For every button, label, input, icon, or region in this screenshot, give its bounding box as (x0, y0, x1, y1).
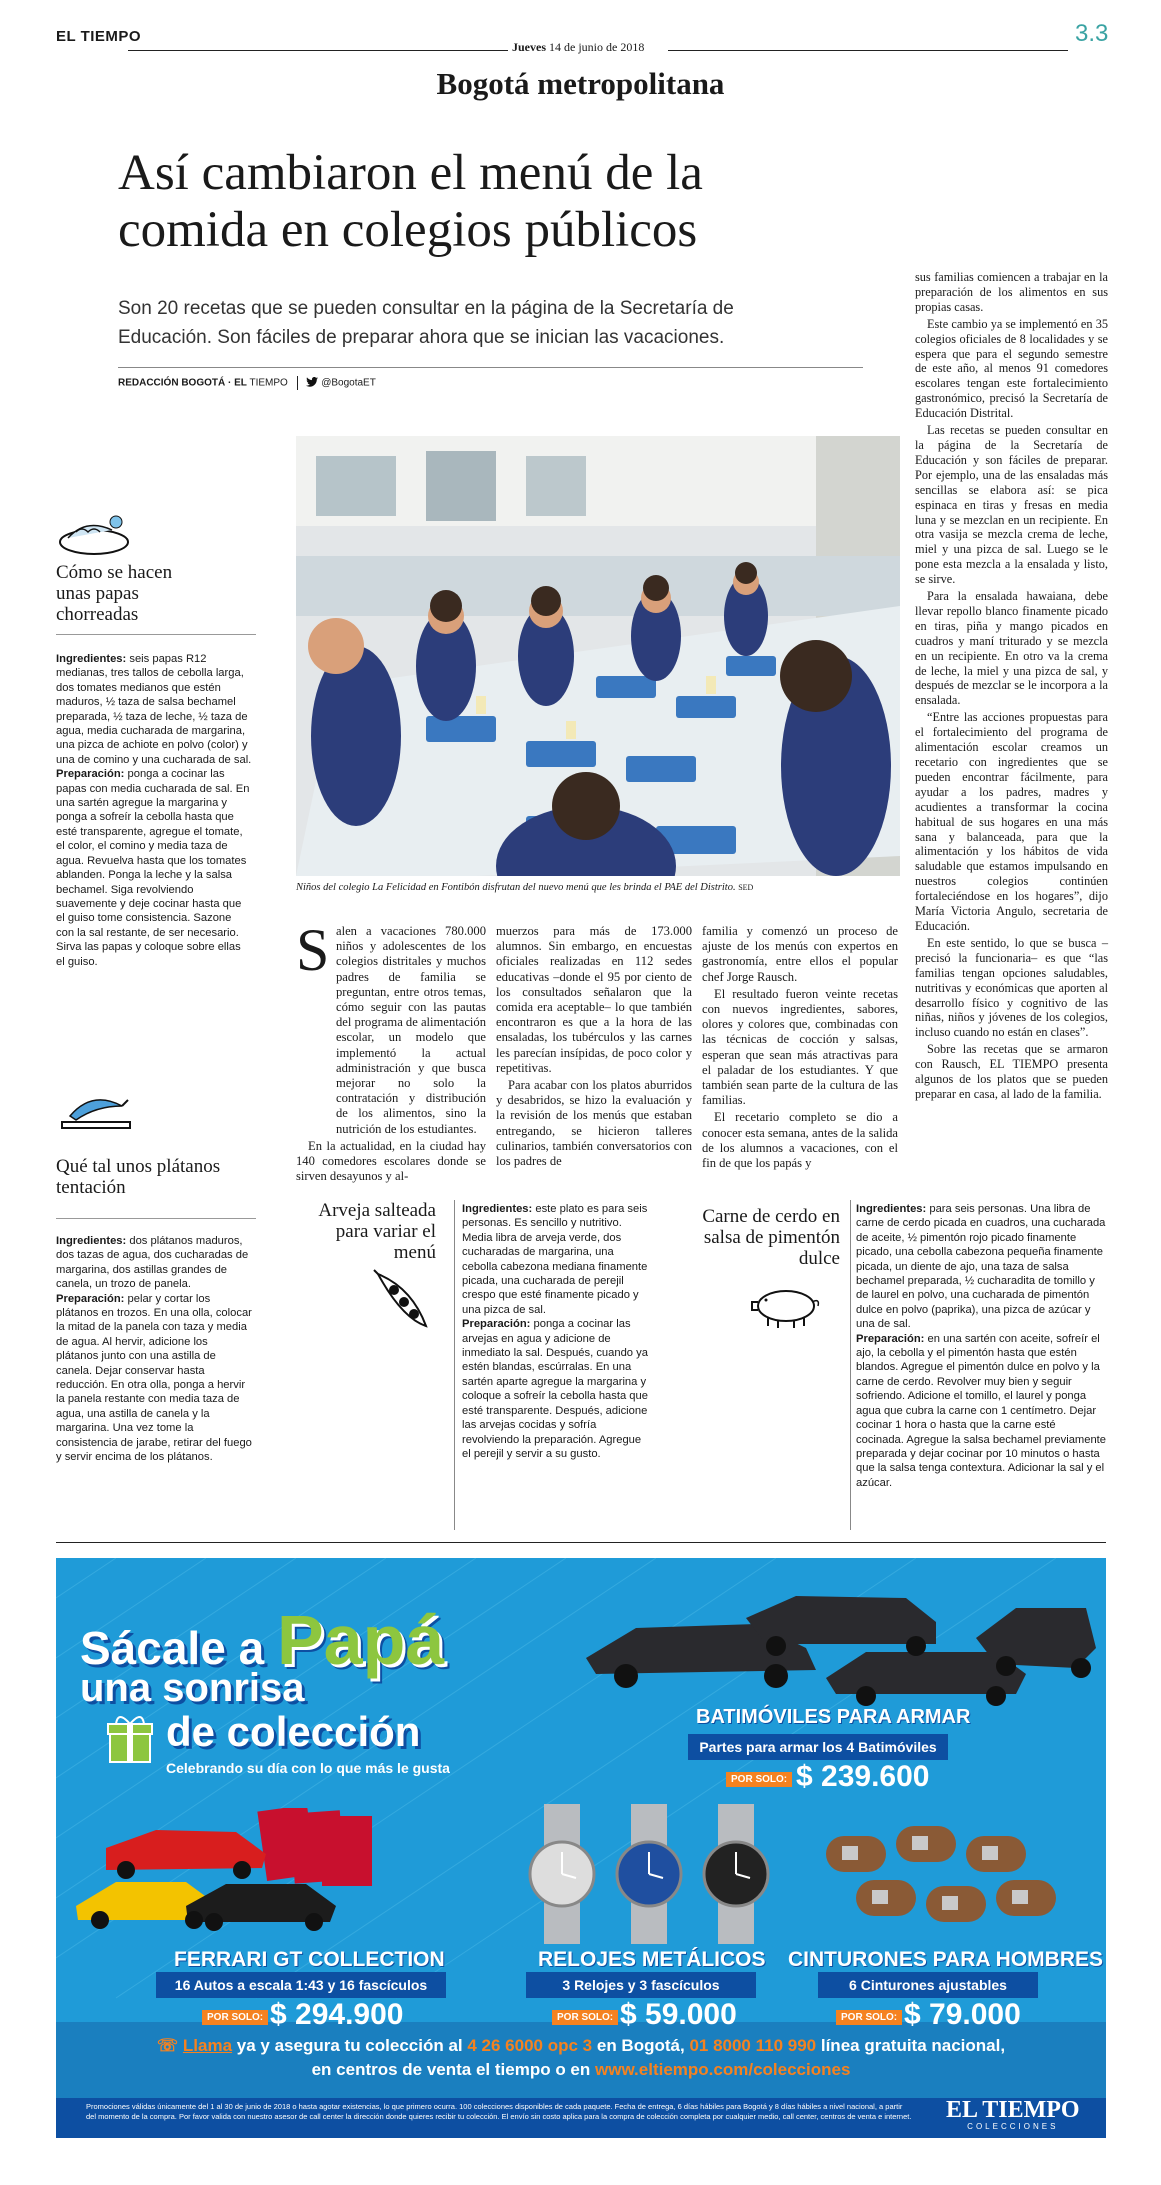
deck-rule (118, 367, 863, 368)
page-number-b: 3 (1095, 20, 1109, 47)
cinturones-price-prefix: POR SOLO: (836, 2010, 902, 2025)
paragraph: Las recetas se pueden consultar en la página de la Secretaría de Educación y son fáciles de preparar. Por ejemplo, una de las ensaladas más sencillas se elabora así: se pica espinaca en tiras y fresas en media luna y se mezclan en un recipiente. En otra vasija se mezcla crema de leche, miel y una pizca de sal. Luego se le pone esta mezcla a la ensalada y listo, se sirve. (915, 423, 1108, 587)
page-number (1075, 20, 1108, 48)
paragraph: Para la ensalada hawaiana, debe llevar repollo blanco finamente picado en tiras, piña y mango picados en cuadros y maní triturado y se mezcla en un recipiente. En otro va la crema de leche, la miel y una pizca de sal, y después de mezclar se le incorpora a la ensalada. (915, 589, 1108, 708)
ingredients-label: Ingredientes: (856, 1203, 927, 1215)
deck-line-1: Son 20 recetas que se pueden consultar en la página de la Secretaría de (118, 298, 734, 319)
header-rule-right (668, 50, 1068, 51)
platanos-title: Qué tal unos plátanos tentación (56, 1156, 221, 1198)
cerdo-ingredients: para seis personas. Una libra de carne de cerdo picada en cuadros, una cucharada de aceite, ½ pimentón rojo picado finamente picado, una cebolla cabezona pequeña finamente picada, un diente de ajo, una taza de salsa bechamel preparada, ½ cucharadita de tomillo y de laurel en polvo, una cucharada de pimentón dulce en polvo (paprika), una pizca de azúcar y una de sal. (856, 1203, 1106, 1331)
ad-headline-papa: Papá (276, 1601, 445, 1679)
section-title: Bogotá metropolitana (436, 66, 725, 101)
arveja-recipe (462, 1202, 648, 1461)
belts-image (816, 1816, 1086, 1941)
platanos-recipe (56, 1234, 252, 1465)
paragraph: El resultado fueron veinte recetas con nuevos ingredientes, sabores, olores y colores que, combinadas con las técnicas de cocción y salsas, esperan que sean más atractivas para el paladar de los estudiantes. Y que también sean parte de la cultura de las familias. (702, 986, 898, 1108)
preparation-label: Preparación: (56, 1292, 125, 1305)
batimoviles-title: BATIMÓVILES PARA ARMAR (696, 1706, 971, 1728)
advertisement[interactable] (56, 1558, 1106, 2138)
cinturones-title: CINTURONES PARA HOMBRES (788, 1948, 1104, 1971)
deck (118, 294, 734, 352)
paragraph: alen a vacaciones 780.000 niños y adolescentes de los colegios distritales y muchos padres de familia se preguntan, entre otros temas, cómo seguir con las pautas del programa de alimentación escolar, un modelo que implementó la actual administración y que busca mejorar no solo la contratación y distribución de los alimentos, sino la nutrición de los estudiantes. (336, 924, 487, 1136)
byline (118, 376, 376, 390)
cerdo-recipe (856, 1202, 1106, 1490)
platanos-rule (56, 1218, 256, 1219)
cerdo-preparation: en una sartén con aceite, sofreír el ajo, la cebolla y el pimentón hasta que estén blandos. Agregue el pimentón dulce en polvo y la carne de cerdo. Revolver muy bien y seguir sofriendo. Adicione el tomillo, el laurel y ponga agua que cubra la carne con 1 centímetro. Dejar cocinar 1 hora o hasta que la carne esté cocinada. Agregue la salsa bechamel previamente preparada y dejar cocinar por 10 minutos o hasta que la salsa tenga contextura. Adicionar la sal y el azúcar. (856, 1332, 1107, 1489)
ad-tagline: Celebrando su día con lo que más le gusta (166, 1760, 450, 1776)
platanos-ingredients: dos plátanos maduros, dos tazas de agua, dos cucharadas de margarina, dos astillas grandes de canela, un trozo de panela. (56, 1235, 249, 1291)
paragraph: En este sentido, lo que se busca –precisó la funcionaria– es que “las familias tengan opciones saludables, nutritivas y económicas que aporten al desarrollo físico y cognitivo de las niñas, niños y jóvenes de los colegios, incluso cuando no están en clases”. (915, 935, 1108, 1040)
ad-brand-logo: EL TIEMPO COLECCIONES (946, 2097, 1080, 2131)
photo-caption (296, 882, 900, 893)
relojes-price: $ 59.000 (620, 1998, 737, 2031)
batimoviles-sub: Partes para armar los 4 Batimóviles (688, 1734, 948, 1760)
arveja-divider (454, 1200, 455, 1530)
date-day: Jueves (512, 40, 546, 54)
papas-title: Cómo se hacen unas papas chorreadas (56, 562, 173, 625)
banana-icon (56, 1086, 136, 1141)
arveja-preparation: ponga a cocinar las arvejas en agua y adicione de inmediato la sal. Después, cuando ya estén blandas, escúrralas. En una sartén aparte agregue la margarina y coloque a sofreír la cebolla hasta que esté transparente. Después, adicione las arvejas cocidas y sofría revolviendo la preparación. Agregue el perejil y servir a su gusto. (462, 1318, 648, 1460)
caption-credit: SED (738, 883, 754, 892)
preparation-label: Preparación: (56, 768, 125, 781)
arveja-ingredients: este plato es para seis personas. Es sencillo y nutritivo. Media libra de arveja verde, dos cucharadas de margarina, una cebolla cabezona mediana finamente picada, una cucharada de perejil crespo que esté finamente picado y una pizca de sal. (462, 1203, 648, 1316)
cinturones-price: $ 79.000 (904, 1998, 1021, 2031)
paragraph: Para acabar con los platos aburridos y desabridos, se hizo la evaluación y la revisión de los menús que estaban entregando, se hicieron talleres culinarios, también conversatorios con los padres de (496, 1078, 692, 1169)
batimoviles-price: $ 239.600 (796, 1760, 930, 1793)
ferrari-sub: 16 Autos a escala 1:43 y 16 fascículos (156, 1972, 446, 1998)
article-column-4 (915, 270, 1108, 1104)
drop-cap: S (296, 917, 330, 983)
headline (118, 145, 703, 259)
headline-line-2: comida en colegios públicos (118, 202, 698, 258)
papas-rule (56, 634, 256, 635)
page-number-a: 3. (1075, 20, 1096, 47)
paragraph: “Entre las acciones propuestas para el fortalecimiento del programa de alimentación escolar creamos un recetario con ingredientes que se pueden encontrar fácilmente, para ayudar a los padres, madres y acudientes a transformar la cocina habitual de sus hogares en una más sana y balanceada, para que la alimentación y los hábitos de vida saludable que estamos impulsando en nuestros colegios continúen fortaleciéndose en los hogares”, dijo María Victoria Angulo, secretaria de Educación. (915, 710, 1108, 933)
relojes-sub: 3 Relojes y 3 fascículos (526, 1972, 756, 1998)
ad-call-line-1: ☏ Llama ya y asegura tu colección al 4 26 6000 opc 3 en Bogotá, 01 8000 110 990 línea gratuita nacional, (156, 2036, 1006, 2055)
papas-ingredients: seis papas R12 medianas, tres tallos de cebolla larga, dos tomates medianos que estén maduros, ½ taza de salsa bechamel preparada, ½ taza de leche, ½ taza de agua, media cucharada de margarina, una pizca de achiote en polvo (color) y una de comino y una cucharada de sal. (56, 653, 252, 766)
byline-paper: TIEMPO (249, 377, 288, 389)
paragraph: En la actualidad, en la ciudad hay 140 comedores escolares donde se sirven desayunos y al- (296, 1138, 486, 1184)
arveja-title: Arveja salteada para variar el menú (318, 1200, 436, 1263)
call-phone-national[interactable]: 01 8000 110 990 (689, 2036, 817, 2055)
paragraph: muerzos para más de 173.000 alumnos. Sin embargo, en encuestas oficiales realizadas en 112 sedes educativas –donde el 95 por ciento de los consultados señalaron que la comida era aceptable– lo que también encontraron es que a la hora de las ensaladas, los tubérculos y las carnes les parecían insípidas, de poco color y repetitivas. (496, 924, 692, 1075)
ad-call-line-2: en centros de venta el tiempo o en www.eltiempo.com/colecciones (311, 2060, 851, 2079)
ferrari-price: $ 294.900 (270, 1998, 404, 2031)
ad-headline-1: Sácale a Papá (80, 1601, 445, 1679)
platanos-preparation: pelar y cortar los plátanos en trozos. En una olla, colocar la mitad de la panela con taza y media de agua. Al hervir, adicione los plátanos junto con una astilla de canela. Dejar conservar hasta reducción. En otra olla, ponga a hervir la panela restante con media taza de agua, una astilla de canela y la margarina. Una vez tome la consistencia de jarabe, retirar del fuego y servir encima de los plátanos. (56, 1292, 252, 1464)
ad-fine-print: Promociones válidas únicamente del 1 al 30 de junio de 2018 o hasta agotar existencias, lo que primero ocurra. 100 colecciones disponibles de cada paquete. Fecha de entrega, 6 días hábiles para Bogotá y 8 días hábiles a nivel nacional, a partir del momento de la compra. Por favor valida con nuestro asesor de call center la dirección donde quieres recibir tu colección. El envío sin costo aplica para la compra de colección completa por cualquier medio, call center, centros de venta e internet. (86, 2102, 912, 2121)
masthead-brand: EL TIEMPO (56, 28, 142, 45)
byline-text: REDACCIÓN BOGOTÁ · EL (118, 377, 247, 389)
preparation-label: Preparación: (856, 1332, 925, 1345)
caption-text: Niños del colegio La Felicidad en Fontibón disfrutan del nuevo menú que les brinda el PAE del Distrito. (296, 882, 736, 893)
call-phone-bogota[interactable]: 4 26 6000 opc 3 (467, 2036, 593, 2055)
relojes-title: RELOJES METÁLICOS (538, 1948, 766, 1971)
relojes-price-prefix: POR SOLO: (552, 2010, 618, 2025)
cinturones-sub: 6 Cinturones ajustables (818, 1972, 1038, 1998)
date-rest: 14 de junio de 2018 (549, 40, 645, 54)
ingredients-label: Ingredientes: (56, 653, 127, 665)
twitter-icon (306, 377, 318, 390)
article-column-2 (496, 924, 692, 1171)
ferrari-image (66, 1808, 376, 1943)
deck-line-2: Educación. Son fáciles de preparar ahora que se inician las vacaciones. (118, 327, 725, 348)
main-photo (296, 436, 900, 876)
paragraph: El recetario completo se dio a conocer esta semana, antes de la salida de los alumnos a vacaciones, con el fin de que los papás y (702, 1110, 898, 1171)
ingredients-label: Ingredientes: (56, 1235, 127, 1247)
cerdo-title: Carne de cerdo en salsa de pimentón dulce (702, 1206, 840, 1269)
gift-icon (106, 1712, 154, 1769)
ad-headline-3: de colección (166, 1708, 421, 1755)
watches-image (524, 1804, 774, 1949)
paragraph: Este cambio ya se implementó en 35 colegios oficiales de 8 localidades y se espera que para el segundo semestre de este año, al menos 91 comedores escolares tengan este fortalecimiento gastronómico, precisó la Secretaría de Educación Distrital. (915, 316, 1108, 421)
header-date (512, 40, 644, 55)
article-column-1 (296, 924, 486, 1186)
colecciones-link[interactable]: www.eltiempo.com/colecciones (595, 2060, 851, 2079)
papas-recipe (56, 652, 252, 969)
header-rule-left (128, 50, 508, 51)
ad-separator (56, 1542, 1106, 1543)
twitter-handle: @BogotaET (321, 377, 376, 389)
phone-icon: ☏ (156, 2036, 179, 2055)
article-column-3 (702, 924, 898, 1173)
ad-headline-2: una sonrisa (80, 1666, 305, 1710)
batimoviles-price-prefix: POR SOLO: (726, 1772, 792, 1787)
headline-line-1: Así cambiaron el menú de la (118, 145, 703, 201)
ferrari-title: FERRARI GT COLLECTION (174, 1948, 445, 1971)
paragraph: familia y comenzó un proceso de ajuste de los menús con expertos en gastronomía, entre ellos el popular chef Jorge Rausch. (702, 924, 898, 984)
paragraph: Sobre las recetas que se armaron con Rausch, EL TIEMPO presenta algunos de los platos que se pueden preparar en casa, al lado de la familia. (915, 1042, 1108, 1101)
papas-preparation: ponga a cocinar las papas con media cucharada de sal. En una sartén agregue la margarina y ponga a sofreír la cebolla hasta que esté transparente, agregue el tomate, el color, el comino y media taza de agua. Revuelva hasta que los tomates ablanden. Ponga la leche y la salsa bechamel. Siga revolviendo suavemente y deje cocinar hasta que el guiso tome consistencia. Sazone con la sal restante, de ser necesario. Sirva las papas y coloque sobre ellas el guiso. (56, 768, 250, 968)
call-llama: Llama (182, 2036, 233, 2055)
ingredients-label: Ingredientes: (462, 1203, 533, 1215)
batmobile-image (576, 1578, 1096, 1713)
paragraph: sus familias comiencen a trabajar en la preparación de los alimentos en sus propias casas. (915, 270, 1108, 314)
pig-icon (748, 1284, 822, 1335)
ferrari-price-prefix: POR SOLO: (202, 2010, 268, 2025)
plate-icon (56, 510, 136, 565)
preparation-label: Preparación: (462, 1318, 531, 1331)
pea-pod-icon (372, 1268, 432, 1339)
cerdo-divider (850, 1200, 851, 1530)
